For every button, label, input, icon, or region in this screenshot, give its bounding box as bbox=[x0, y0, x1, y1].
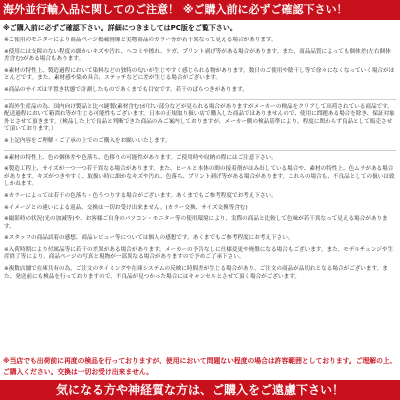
paragraph-scratches: ※使用には支障のない程度の細かいキズや汚れ、ヘコミや擦れ、ケガ、プリント剥げ等がある場合があります。また、商品品質によっても個体差(左右個体差含む)がある場合もあります。 bbox=[4, 48, 391, 63]
divider bbox=[4, 99, 396, 100]
paragraph-photo-lighting: ※撮影時の状況(光の加減等)や、お客様ご自身のパソコン・モニター等の使用環境により、実際の商品と比較して色味が若干異なって見える場合があります。 bbox=[4, 216, 388, 230]
inspection-notice: ※当店でも出荷前に再度の検品を行っておりますが、使用において問題ない程度の場合は許容範囲としております。ご理解の上、ご購入ください。交換は一切お受け出来ません。 bbox=[3, 357, 397, 376]
footer-banner: 気になる方や神経質な方は、ご購入をご遠慮下さい！ bbox=[0, 380, 400, 400]
sub-header-note: ※ご購入前に必ずご確認下さい。詳細につきましてはPC版をご覧下さい。 bbox=[3, 24, 237, 32]
paragraph-agreement: ※上記内容をご理解・ご了承の上でのご購入をお願いいたします。 bbox=[4, 137, 171, 144]
paragraph-color-fade: ※素材の特性上、色の個体差や色落ち、色移りの可能性があります。ご使用時や収納の際にはご注意下さい。 bbox=[4, 154, 277, 161]
divider bbox=[4, 150, 396, 151]
paragraph-monitor: ※ご使用のモニターにより商品ページ掲載画像と実物商品のカラー等が若干異なって見える場合があります。 bbox=[4, 37, 277, 43]
notice-content bbox=[4, 37, 396, 354]
header-banner bbox=[0, 0, 400, 20]
header-left-title: 海外並行輸入品に関してのご注意！ bbox=[3, 3, 179, 16]
paragraph-overseas-production: ※海外生産品の為、国内向け製品と比べ縫製(素材含む)が甘い部分などが見られる場合がありますがメーカーの検品をクリアして出荷されている商品です。配送過程において箱潰れ等が生じる可能性もございます。日本の正規取り扱い店で購入した商品ではありませんので、使用に問題ある場合を除き、保証対象外とさせて頂きます。（検品した上で良品と判断できた商品のみご案内しておりますが、メーカー側の検品基準により、程度に関わらず良品として販売させて頂いております。） bbox=[4, 103, 395, 133]
header-right-title: ※ご購入前に必ずご確認下さい！ bbox=[182, 3, 348, 16]
paragraph-size-measure: ※商品のサイズは平置き状態で計測したものであくまでも目安です。若干のばらつきがあります。 bbox=[4, 86, 248, 93]
paragraph-staff-review: ※スタッフの商品試着の感想、商品レビュー等については個人の感想です。あくまでもご参考程度にお考え下さい。 bbox=[4, 235, 294, 242]
paragraph-color-transfer: ※カラーによっては若干の色落ち・色うつりする場合がございます。あくまでもご参考程度でお考え下さい。 bbox=[4, 192, 277, 199]
paragraph-manufacturing: ※製造工程上、サイズが一つ一つ若干異なる場合があります。また、ヒールと本体の間の接着剤がはみ出している場合や、素材の特性上、色ムラがある場合があります。キズがつきやすく、取扱い時に細かなキズや汚れ、色落ち、プリント剥げ等がある場合があります。これらの場合も、不良品としての扱いは致しかねます。 bbox=[4, 166, 395, 188]
paragraph-no-returns: ※イメージとの違いによる返品、交換は一切お受け出来ません。(カラー交換、サイズ交換等含む) bbox=[4, 204, 248, 211]
paragraph-stock-sharing: ※複数店舗で在庫共有の為、ご注文のタイミングや在庫システムの反映に時間差が生じる場合があり、ご注文の商品が品切れとなる場合がございます。また、発送前にも検品を行っておりますので、不良品が見つかった場合にはキャンセルとさせて頂く場合がございます。 bbox=[4, 266, 388, 280]
paragraph-accessories: ※入荷時期により付属品等に若干の差異がある場合があります。メーカーの予告なしに仕様変更や廃盤になる場合もございます。また、モデルチェンジや生産終了等により、商品ページの写真と現物が一部異なる場合がありますので予めご了承下さい。 bbox=[4, 246, 394, 261]
paragraph-material-smell: ※素材の特性上、製造過程において染料などの独特の匂いが生じやすく感じられる物があります。数日のご使用や陰干し等で徐々になくなっていく場合がほとんどです。また、素材感や染め具合、ステッチなどに差が生じる場合がございます。 bbox=[4, 67, 395, 82]
